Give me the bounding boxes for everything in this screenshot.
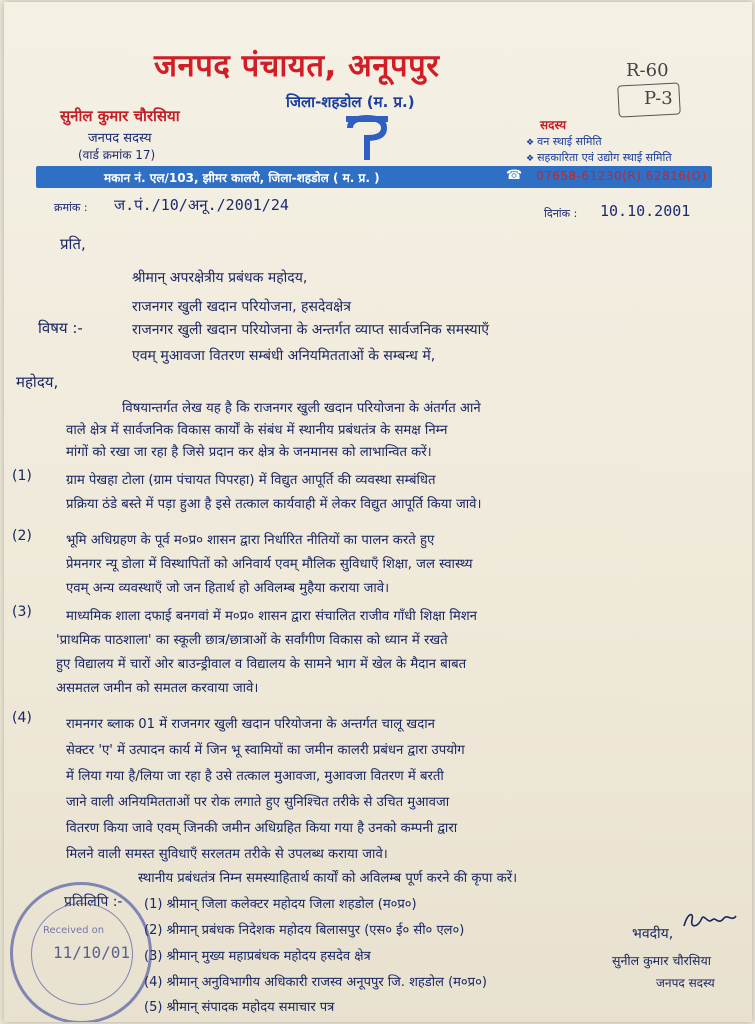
point-line: माध्यमिक शाला दफाई बनगवां में म०प्र० शासन द्वारा संचालित राजीव गाँधी शिक्षा मिशन [66,609,478,624]
point-line: वितरण किया जावे एवम् जिनकी जमीन अधिग्रहित किया गया है उनको कम्पनी द्वारा [66,821,458,836]
copy-to-item: (4) श्रीमान् अनुविभागीय अधिकारी राजस्व अनूपपुर जि. शहडोल (म०प्र०) [144,975,487,990]
intro-line: मांगों को रखा जा रहा है जिसे प्रदान कर क्षेत्र के जनमानस को लाभान्वित करें। [66,445,432,460]
copy-to-item: (2) श्रीमान् प्रबंधक निदेशक महोदय बिलासपुर (एस० ई० सी० एल०) [144,923,465,938]
copy-to-item: (3) श्रीमान् मुख्य महाप्रबंधक महोदय हसदेव क्षेत्र [144,949,371,964]
phone-number: 07658-61230(R) 62816(O) [536,169,707,183]
point-number: (3) [12,604,32,620]
address-bar [36,166,712,188]
ref-number: ज.पं./10/अनू./2001/24 [114,196,289,214]
copy-to-item: (1) श्रीमान् जिला कलेक्टर महोदय जिला शहडोल (म०प्र०) [144,897,417,912]
diamond-icon: ❖ [526,138,535,148]
subject-line-2: एवम् मुआवजा वितरण सम्बंधी अनियमितताओं के सम्बन्ध में, [132,348,436,364]
phone-icon: ☎ [506,168,523,183]
diamond-icon: ❖ [526,154,535,164]
copy-to-label: प्रतिलिपि :- [64,894,123,910]
date-label: दिनांक : [544,207,578,220]
point-number: (1) [12,468,32,484]
signatory-role: जनपद सदस्य [656,976,715,990]
bhavdiya-text: भवदीय, [632,926,674,942]
point-line: सेक्टर 'ए' में उत्पादन कार्य में जिन भू स्वामियों का जमीन कालरी प्रबंधन द्वारा उपयोग [66,743,465,758]
point-line: प्रक्रिया ठंडे बस्ते में पड़ा हुआ है इसे तत्काल कार्यवाही में लेकर विद्युत आपूर्ति किया जावे। [66,497,482,512]
letterhead-title: जनपद पंचायत, अनूपपुर [154,48,440,84]
point-line: भूमि अधिग्रहण के पूर्व म०प्र० शासन द्वारा निर्धारित नीतियों का पालन करते हुए [66,533,435,548]
signatory-name: सुनील कुमार चौरसिया [612,953,711,968]
address-text: मकान नं. एल/103, झीमर कालरी, जिला-शहडोल ( म. प्र. ) [104,171,380,185]
committee-heading: सदस्य [540,118,567,132]
ref-label: क्रमांक : [54,201,88,214]
point-line: हुए विद्यालय में चारों ओर बाउन्ड्रीवाल व विद्यालय के सामने भाग में खेल के मैदान बाबत [56,657,467,672]
subject-label: विषय :- [38,319,83,337]
panchayat-logo-icon [342,114,392,164]
stamp-text: Received on [43,925,105,936]
addressee-line-1: श्रीमान् अपरक्षेत्रीय प्रबंधक महोदय, [132,270,308,286]
letter-date: 10.10.2001 [600,202,691,220]
point-line: ग्राम पेखहा टोला (ग्राम पंचायत पिपरहा) में विद्युत आपूर्ति की व्यवस्था सम्बंधित [66,473,436,488]
salutation: महोदय, [16,373,59,391]
point-line: मिलने वाली समस्त सुविधाएँ सरलतम तरीके से उपलब्ध कराया जावे। [66,847,388,862]
handwritten-signature [680,908,740,932]
corner-mark-1: R-60 [626,60,669,81]
letter-sheet [4,2,752,1022]
stamp-date: 11/10/01 [53,943,131,962]
point-number: (4) [12,710,32,726]
intro-line: वाले क्षेत्र में सार्वजनिक विकास कार्यों के संबंध में स्थानीय प्रबंधतंत्र के समक्ष निम्न [66,423,448,438]
subject-line-1: राजनगर खुली खदान परियोजना के अन्तर्गत व्याप्त सार्वजनिक समस्याएँ [132,322,490,338]
intro-line: विषयान्तर्गत लेख यह है कि राजनगर खुली खदान परियोजना के अंतर्गत आने [122,401,481,416]
member-ward: (वार्ड क्रमांक 17) [78,148,156,162]
copy-to-item: (5) श्रीमान् संपादक महोदय समाचार पत्र [144,1000,335,1015]
point-line: असमतल जमीन को समतल करवाया जावे। [56,681,259,696]
point-line: एवम् अन्य व्यवस्थाएँ जो जन हितार्थ हो अविलम्ब मुहैया कराया जावे। [66,581,390,596]
point-number: (2) [12,528,32,544]
committee-item: ❖ सहकारिता एवं उद्योग स्थाई समिति [526,151,672,164]
point-line: रामनगर ब्लाक 01 में राजनगर खुली खदान परियोजना के अन्तर्गत चालू खदान [66,717,435,732]
member-role: जनपद सदस्य [88,131,152,146]
prati-line: प्रति, [60,235,86,253]
addressee-line-2: राजनगर खुली खदान परियोजना, हसदेवक्षेत्र [132,299,351,315]
point-line: प्रेमनगर न्यू डोला में विस्थापितों को अनिवार्य एवम् मौलिक सुविधाएँ शिक्षा, जल स्वास्थ्य [66,557,473,572]
point-line: में लिया गया है/लिया जा रहा है उसे तत्काल मुआवजा, मुआवजा वितरण में बरती [66,769,444,784]
member-name: सुनील कुमार चौरसिया [60,107,180,125]
point-line: जाने वाली अनियमितताओं पर रोक लगाते हुए सुनिश्चित तरीके से उचित मुआवजा [66,795,450,810]
closing-line: स्थानीय प्रबंधतंत्र निम्न समस्याहितार्थ कार्यों को अविलम्ब पूर्ण करने की कृपा करें। [138,871,518,886]
letterhead-district: जिला-शहडोल (म. प्र.) [286,93,415,111]
point-line: 'प्राथमिक पाठशाला' का स्कूली छात्र/छात्राओं के सर्वांगीण विकास को ध्यान में रखते [56,633,448,648]
committee-item: ❖ वन स्थाई समिति [526,135,602,148]
corner-mark-2: P-3 [644,88,673,109]
